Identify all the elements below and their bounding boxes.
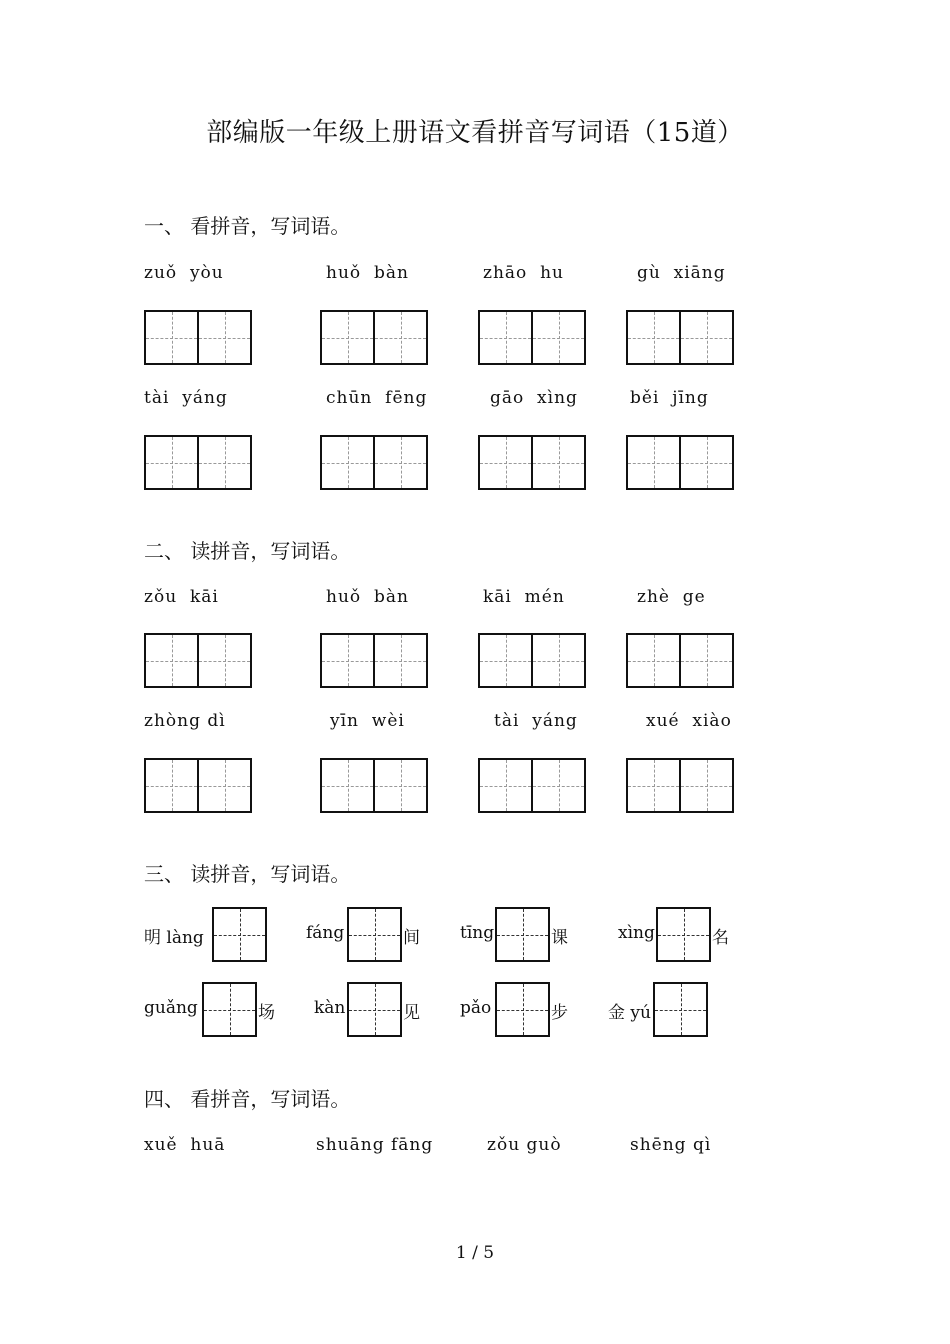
pinyin-label: huǒ bàn <box>326 263 409 283</box>
pinyin-label: kāi mén <box>483 587 565 607</box>
fill-suffix: 课 <box>551 928 568 948</box>
writing-cell[interactable] <box>202 982 257 1037</box>
page-title: 部编版一年级上册语文看拼音写词语（15道） <box>206 118 744 148</box>
writing-grid[interactable] <box>478 310 586 365</box>
writing-cell[interactable] <box>656 907 711 962</box>
writing-cell[interactable] <box>495 982 550 1037</box>
pinyin-label: tài yáng <box>494 711 578 731</box>
writing-grid[interactable] <box>626 758 734 813</box>
section-4-heading: 四、 看拼音，写词语。 <box>144 1087 351 1111</box>
fill-prefix: guǎng <box>144 998 198 1018</box>
writing-grid[interactable] <box>626 435 734 490</box>
pinyin-label: yīn wèi <box>330 711 405 731</box>
pinyin-label: zhè ge <box>637 587 706 607</box>
fill-prefix: xìng <box>618 923 655 943</box>
writing-grid[interactable] <box>144 758 252 813</box>
writing-cell[interactable] <box>347 907 402 962</box>
writing-grid[interactable] <box>626 310 734 365</box>
fill-suffix: 名 <box>712 928 729 948</box>
writing-grid[interactable] <box>478 758 586 813</box>
writing-grid[interactable] <box>320 435 428 490</box>
section-2-heading: 二、 读拼音，写词语。 <box>144 539 351 563</box>
page-number: 1 / 5 <box>455 1243 495 1263</box>
section-3-heading: 三、 读拼音，写词语。 <box>144 862 351 886</box>
writing-grid[interactable] <box>144 435 252 490</box>
pinyin-label: xuě huā <box>144 1135 226 1155</box>
fill-prefix: 金 yú <box>608 1003 651 1023</box>
section-1-heading: 一、 看拼音，写词语。 <box>144 214 351 238</box>
pinyin-label: zǒu guò <box>487 1135 562 1155</box>
writing-grid[interactable] <box>144 310 252 365</box>
writing-cell[interactable] <box>347 982 402 1037</box>
fill-suffix: 间 <box>403 928 420 948</box>
writing-grid[interactable] <box>320 758 428 813</box>
fill-prefix: fáng <box>306 923 345 943</box>
writing-grid[interactable] <box>478 435 586 490</box>
writing-grid[interactable] <box>144 633 252 688</box>
fill-suffix: 见 <box>403 1003 420 1023</box>
pinyin-label: zǒu kāi <box>144 587 219 607</box>
writing-grid[interactable] <box>320 310 428 365</box>
fill-suffix: 场 <box>258 1003 275 1023</box>
pinyin-label: shuāng fāng <box>316 1135 434 1155</box>
writing-grid[interactable] <box>320 633 428 688</box>
fill-prefix: 明 làng <box>144 928 204 948</box>
pinyin-label: gù xiāng <box>637 263 726 283</box>
writing-cell[interactable] <box>653 982 708 1037</box>
pinyin-label: huǒ bàn <box>326 587 409 607</box>
writing-grid[interactable] <box>626 633 734 688</box>
pinyin-label: běi jīng <box>630 388 709 408</box>
fill-prefix: pǎo <box>460 998 492 1018</box>
writing-grid[interactable] <box>478 633 586 688</box>
pinyin-label: tài yáng <box>144 388 228 408</box>
fill-prefix: tīng <box>460 923 495 943</box>
pinyin-label: zhòng dì <box>144 711 226 731</box>
pinyin-label: gāo xìng <box>490 388 578 408</box>
fill-prefix: kàn <box>314 998 346 1018</box>
pinyin-label: zuǒ yòu <box>144 263 224 283</box>
pinyin-label: zhāo hu <box>483 263 564 283</box>
pinyin-label: chūn fēng <box>326 388 428 408</box>
writing-cell[interactable] <box>495 907 550 962</box>
fill-suffix: 步 <box>551 1003 568 1023</box>
writing-cell[interactable] <box>212 907 267 962</box>
pinyin-label: xué xiào <box>646 711 732 731</box>
pinyin-label: shēng qì <box>630 1135 712 1155</box>
